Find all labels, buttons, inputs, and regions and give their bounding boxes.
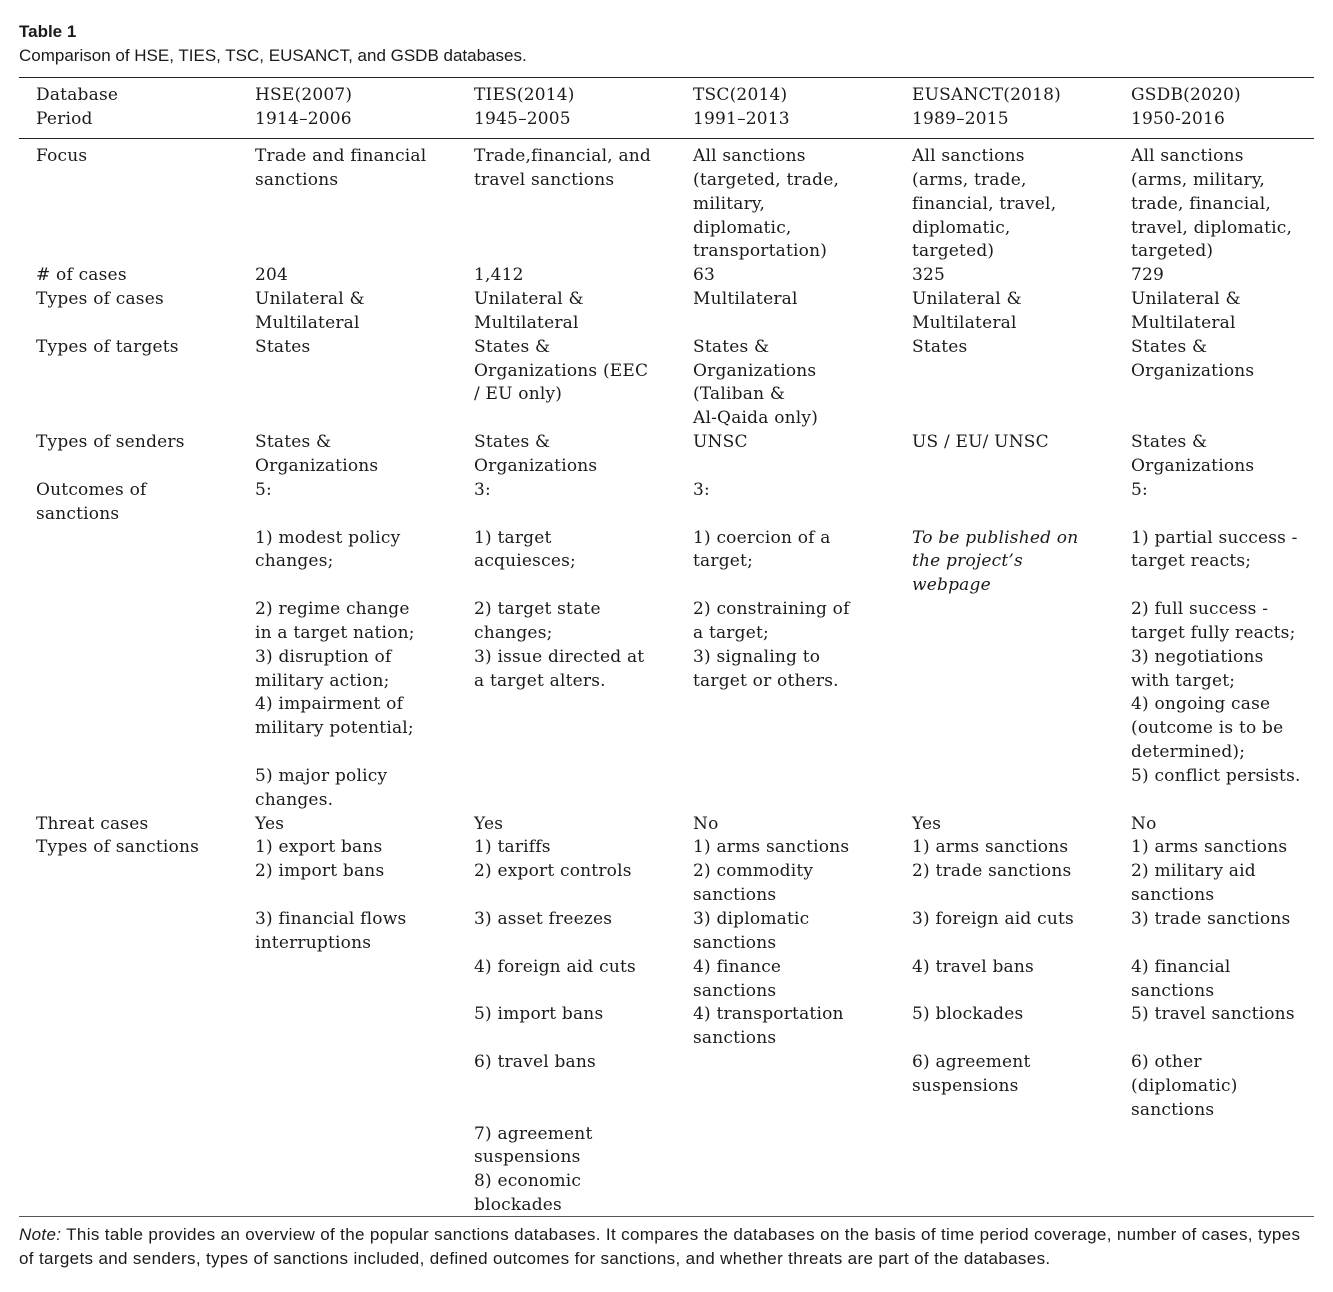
table-cell: 5: 1) modest policy changes; 2) regime change in a target nation; 3) disruption of military action; 4) impairment of military potential; 5) major policy changes.	[255, 479, 415, 810]
table-caption-text: Comparison of HSE, TIES, TSC, EUSANCT, and GSDB databases.	[19, 46, 527, 65]
table-cell: Trade and financial sanctions	[255, 146, 427, 190]
table-cell: 63	[693, 265, 716, 286]
header-database: GSDB(2020)	[1131, 85, 1241, 105]
top-rule	[19, 77, 1314, 78]
table-cell: 1,412	[474, 265, 524, 286]
header-database: EUSANCT(2018)	[912, 85, 1062, 105]
header-col-hse	[255, 84, 474, 132]
header-database: HSE(2007)	[255, 85, 353, 105]
header-label-database: Database	[36, 85, 119, 105]
row-label: Types of sanctions	[36, 837, 200, 858]
table-cell: All sanctions (targeted, trade, military, diplomatic, transportation)	[693, 146, 840, 262]
table-cell: States & Organizations (EEC / EU only)	[474, 336, 649, 405]
table-cell: 1) arms sanctions 2) trade sanctions 3) foreign aid cuts 4) travel bans 5) blockades 6) agreement suspensions	[912, 837, 1074, 1096]
row-label: Outcomes of sanctions	[36, 479, 147, 524]
table-body	[36, 145, 1314, 1218]
table-header	[36, 84, 1314, 132]
table-cell: States	[912, 336, 968, 357]
table-cell: Unilateral & Multilateral	[474, 289, 584, 333]
table-cell: States & Organizations	[1131, 336, 1255, 381]
table-cell: 3: 1) coercion of a target; 2) constraining of a target; 3) signaling to target or others.	[693, 479, 850, 691]
row-label: Focus	[36, 146, 88, 166]
row-label: # of cases	[36, 265, 127, 286]
table-figure	[19, 20, 1314, 1268]
table-cell: All sanctions (arms, military, trade, financial, travel, diplomatic, targeted)	[1131, 146, 1293, 262]
table-cell: No	[693, 813, 719, 834]
table-cell: 325	[912, 265, 946, 286]
header-col-gsdb	[1131, 84, 1314, 132]
header-period: 1914–2006	[255, 108, 352, 129]
note-label: Note:	[19, 1225, 62, 1244]
row-label: Types of cases	[36, 289, 164, 310]
header-period: 1991–2013	[693, 108, 790, 129]
table-caption-label: Table 1	[19, 22, 77, 41]
header-period: 1945–2005	[474, 108, 571, 129]
header-database: TSC(2014)	[693, 85, 788, 105]
header-label-period: Period	[36, 108, 93, 129]
header-period: 1950-2016	[1131, 108, 1226, 129]
header-database: TIES(2014)	[474, 85, 575, 105]
table-cell: States & Organizations	[255, 432, 379, 476]
row-label: Types of targets	[36, 336, 179, 357]
row-label: Threat cases	[36, 813, 149, 834]
table-cell: 204	[255, 265, 289, 286]
table-cell: UNSC	[693, 432, 748, 453]
table-cell: All sanctions (arms, trade, financial, travel, diplomatic, targeted)	[912, 146, 1057, 262]
table-cell: 5: 1) partial success - target reacts; 2) full success - target fully reacts; 3) negotiations with target; 4) ongoing case (outcome is to be determined); 5) conflict persists.	[1131, 479, 1301, 786]
table-cell: Trade,financial, and travel sanctions	[474, 146, 652, 190]
table-cell: States & Organizations	[474, 432, 598, 476]
table-cell: States & Organizations	[1131, 432, 1255, 476]
table-cell: To be published on the project’s webpage	[912, 527, 1079, 596]
table-cell: Yes	[255, 813, 285, 834]
table-cell: States & Organizations (Taliban & Al-Qaida only)	[693, 336, 819, 429]
table-cell: 1) tariffs 2) export controls 3) asset freezes 4) foreign aid cuts 5) import bans 6) travel bans 7) agreement suspensions 8) economic blockades	[474, 837, 636, 1216]
table-cell: 729	[1131, 265, 1165, 286]
header-col-ties	[474, 84, 693, 132]
table-cell: US / EU/ UNSC	[912, 432, 1049, 453]
table-cell: Yes	[912, 813, 942, 834]
table-cell: Multilateral	[693, 289, 798, 310]
table-cell: Yes	[474, 813, 504, 834]
header-period: 1989–2015	[912, 108, 1009, 129]
table-cell: Unilateral & Multilateral	[1131, 289, 1241, 333]
header-col-eusanct	[912, 84, 1131, 132]
header-col-tsc	[693, 84, 912, 132]
table-cell: Unilateral & Multilateral	[255, 289, 365, 333]
table-cell: 3: 1) target acquiesces; 2) target state changes; 3) issue directed at a target alters.	[474, 479, 645, 691]
table-cell: 1) arms sanctions 2) military aid sanctions 3) trade sanctions 4) financial sanctions 5) travel sanctions 6) other (diplomatic) sanctions	[1131, 837, 1295, 1120]
table-cell: No	[1131, 813, 1157, 834]
table-cell: States	[255, 336, 311, 357]
note-text: This table provides an overview of the popular sanctions databases. It compares the databases on the basis of time period coverage, number of cases, types of targets and senders, types of sanctions included, defined outcomes for sanctions, and whether threats are part of the databases.	[19, 1225, 1301, 1268]
table-cell: Unilateral & Multilateral	[912, 289, 1022, 333]
table-cell: 1) export bans 2) import bans 3) financial flows interruptions	[255, 837, 407, 953]
row-label: Types of senders	[36, 432, 185, 453]
bottom-rule	[19, 1216, 1314, 1217]
header-rule	[19, 138, 1314, 139]
table-note	[19, 1223, 1319, 1271]
header-row-labels	[36, 84, 255, 132]
table-cell: 1) arms sanctions 2) commodity sanctions 3) diplomatic sanctions 4) finance sanctions 4) transportation sanctions	[693, 837, 850, 1049]
